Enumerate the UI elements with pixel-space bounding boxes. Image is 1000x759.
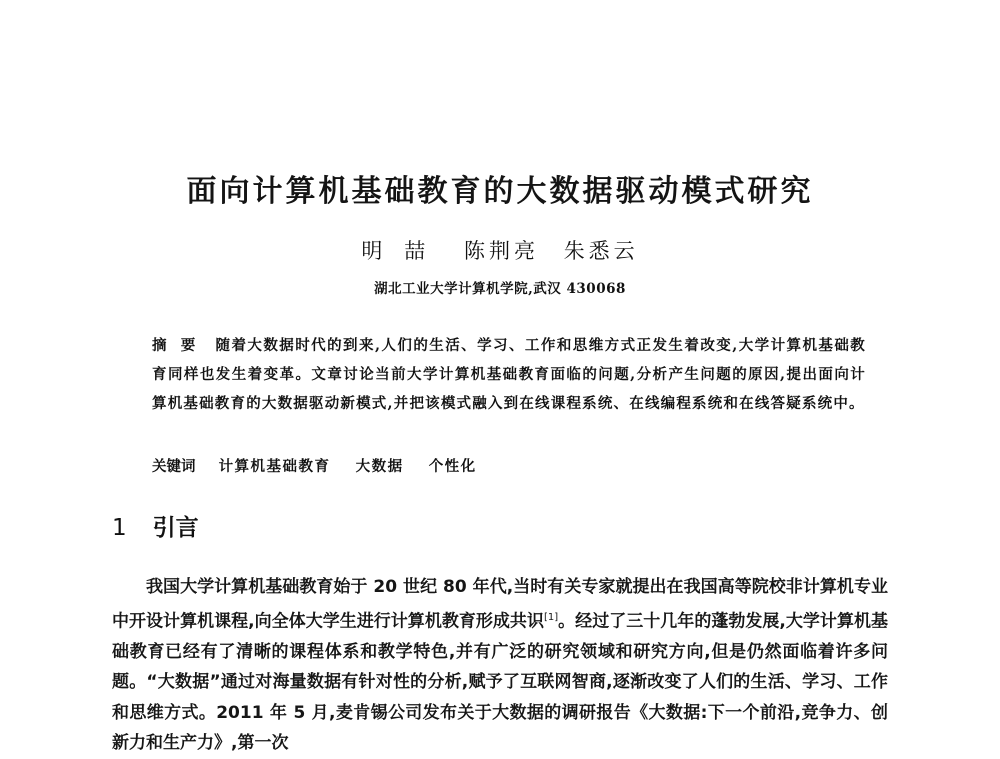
body-text	[112, 572, 888, 759]
author-name: 陈荆亮	[464, 239, 539, 263]
abstract-text: 随着大数据时代的到来,人们的生活、学习、工作和思维方式正发生着改变,大学计算机基础教育同样也发生着变革。文章讨论当前大学计算机基础教育面临的问题,分析产生问题的原因,提出面向计算机基础教育的大数据驱动新模式,并把该模式融入到在线课程系统、在线编程系统和在线答疑系统中。	[152, 337, 867, 412]
keyword: 大数据	[355, 458, 404, 475]
keywords-label: 关键词	[152, 458, 196, 475]
abstract-label: 摘要	[152, 337, 210, 354]
affiliation: 湖北工业大学计算机学院,武汉 430068	[374, 281, 626, 297]
body-text-part: 我国大学计算机基础教育始于 20 世纪 80 年代,当时有关专家就提出在我国高等院校非计算机专业中开设计算机课程,向全体大学生进行计算机教育形成共识	[112, 577, 888, 632]
citation: [1]	[543, 611, 559, 623]
paper-title: 面向计算机基础教育的大数据驱动模式研究	[186, 174, 814, 209]
keywords	[152, 455, 866, 476]
section-heading	[112, 509, 199, 542]
abstract	[152, 331, 866, 418]
author-list	[0, 235, 1000, 265]
section-title: 引言	[152, 515, 199, 541]
author-name: 朱悉云	[563, 239, 639, 263]
author-name: 明喆	[361, 239, 448, 263]
body-text-part: 。经过了三十几年的蓬勃发展,大学计算机基础教育已经有了清晰的课程体系和教学特色,并有广泛的研究领域和研究方向,但是仍然面临着许多问题。“大数据”通过对海量数据有针对性的分析,赋予了互联网智商,逐渐改变了人们的生活、学习、工作和思维方式。2011 年 5 月,麦肯锡公司发布关于大数据的调研报告《大数据:下一个前沿,竞争力、创新力和生产力》,第一次	[112, 611, 888, 754]
section-number: 1	[112, 515, 127, 541]
paragraph	[112, 572, 888, 759]
keyword: 计算机基础教育	[218, 458, 331, 475]
keyword: 个性化	[428, 458, 477, 475]
